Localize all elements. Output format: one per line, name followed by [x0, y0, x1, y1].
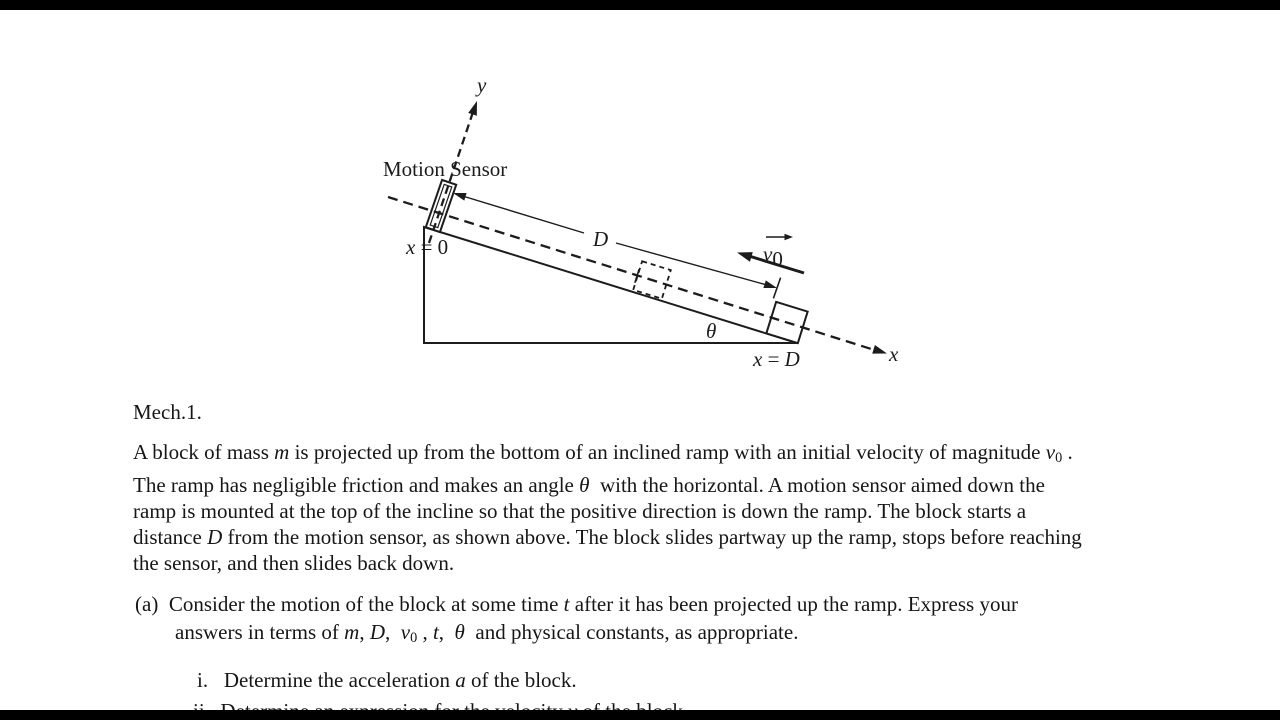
distance-line-lower [616, 243, 774, 287]
problem-id: Mech.1. [133, 400, 202, 424]
distance-line-upper [456, 194, 584, 233]
x-equals-zero-label: x = 0 [406, 235, 449, 259]
intro-line-3: ramp is mounted at the top of the incline so that the positive direction is down the ramp. The block starts a [133, 499, 1027, 523]
distance-label: D [593, 227, 609, 251]
intro-line-2: The ramp has negligible friction and makes an angle θ with the horizontal. A motion sensor aimed down the [133, 473, 1045, 497]
ramp-triangle [424, 227, 797, 343]
theta-label: θ [706, 319, 717, 343]
motion-sensor-label: Motion Sensor [383, 157, 508, 181]
letterbox-bottom-bar [0, 710, 1280, 720]
intro-line-1: A block of mass m is projected up from the bottom of an inclined ramp with an initial velocity of magnitude $v_0$ . [133, 440, 1073, 467]
distance-arrowhead-upper [453, 193, 467, 201]
intro-line-5: the sensor, and then slides back down. [133, 551, 455, 575]
x-axis-label: x [889, 342, 899, 366]
x-equals-d-label: x = D [753, 347, 800, 371]
part-a-line-1: (a) Consider the motion of the block at some time t after it has been projected up the ramp. Express your [135, 592, 1018, 616]
y-axis-arrowhead [468, 101, 477, 116]
v0-overbar-arrowhead [785, 234, 794, 240]
letterbox-top-bar [0, 0, 1280, 10]
part-a-line-2: answers in terms of m, D, $v_0$ , t, θ and physical constants, as appropriate. [175, 620, 799, 647]
y-axis-label: y [477, 73, 487, 97]
intro-line-4: distance D from the motion sensor, as shown above. The block slides partway up the ramp, stops before reaching [133, 525, 1082, 549]
velocity-arrowhead [737, 252, 753, 262]
x-axis-arrowhead [872, 345, 887, 354]
part-a-item-i: i. Determine the acceleration a of the block. [197, 668, 577, 692]
v0-label: v0 [763, 242, 783, 271]
incline-diagram [370, 60, 910, 380]
motion-sensor [426, 180, 456, 232]
distance-arrowhead-lower [763, 280, 777, 288]
